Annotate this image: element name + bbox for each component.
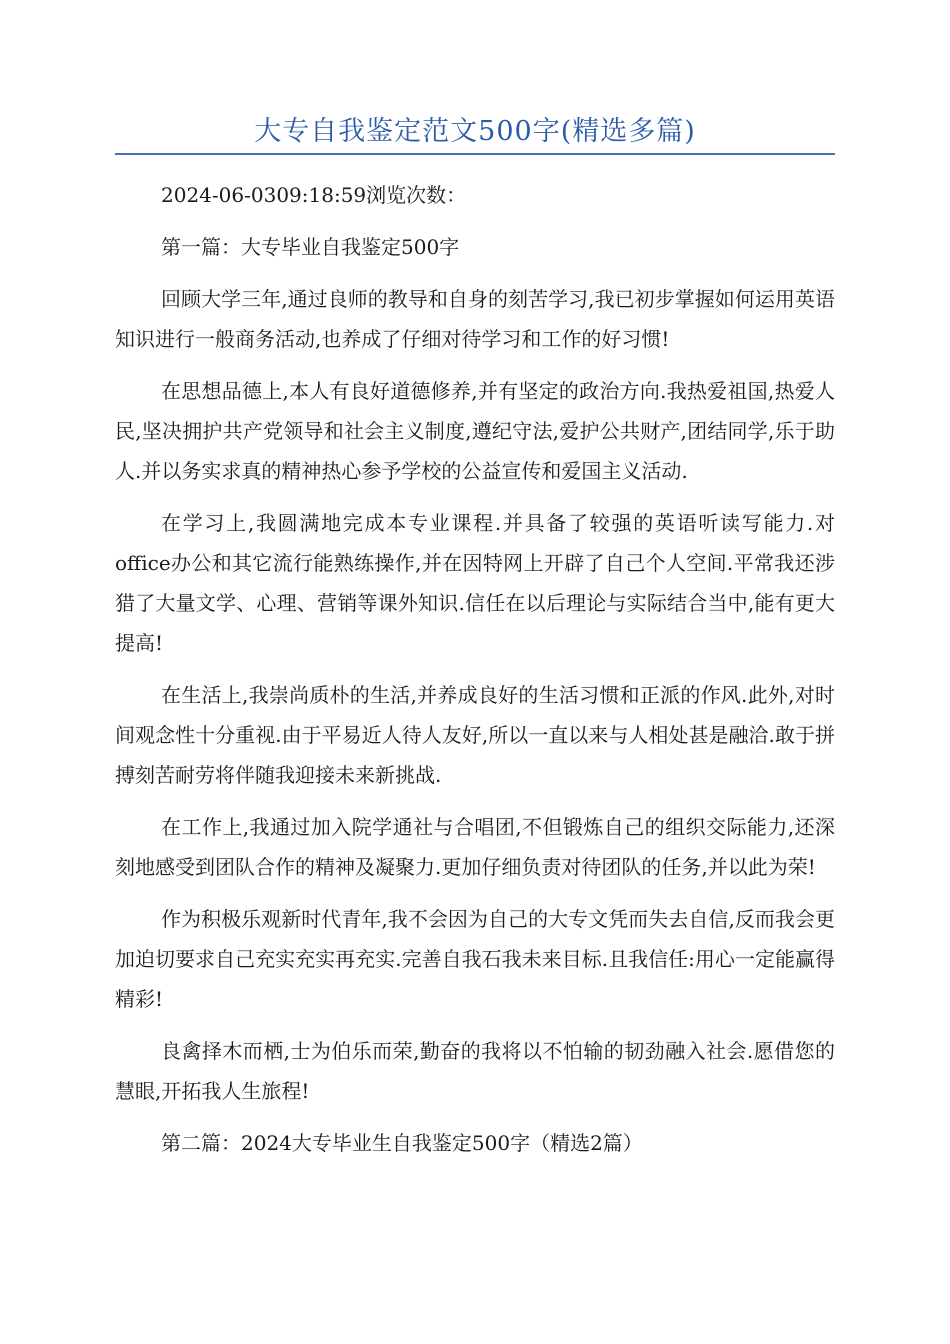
paragraph: 良禽择木而栖,士为伯乐而荣,勤奋的我将以不怕输的韧劲融入社会.愿借您的慧眼,开拓我人生旅程!	[115, 1039, 835, 1103]
document-title: 大专自我鉴定范文500字(精选多篇)	[254, 116, 696, 147]
paragraph: 在生活上,我崇尚质朴的生活,并养成良好的生活习惯和正派的作风.此外,对时间观念性十分重视.由于平易近人待人友好,所以一直以来与人相处甚是融洽.敢于拼搏刻苦耐劳将伴随我迎接未来新挑战.	[115, 683, 835, 787]
section-heading-1: 第一篇：大专毕业自我鉴定500字	[161, 235, 460, 259]
paragraph: 在工作上,我通过加入院学通社与合唱团,不但锻炼自己的组织交际能力,还深刻地感受到团队合作的精神及凝聚力.更加仔细负责对待团队的任务,并以此为荣!	[115, 815, 835, 879]
document-body	[115, 175, 835, 1175]
paragraph: 在学习上,我圆满地完成本专业课程.并具备了较强的英语听读写能力.对office办公和其它流行能熟练操作,并在因特网上开辟了自己个人空间.平常我还涉猎了大量文学、心理、营销等课外知识.信任在以后理论与实际结合当中,能有更大提高!	[115, 511, 835, 655]
publish-meta: 2024-06-0309:18:59浏览次数：	[161, 183, 467, 207]
paragraph: 作为积极乐观新时代青年,我不会因为自己的大专文凭而失去自信,反而我会更加迫切要求自己充实充实再充实.完善自我石我未来目标.且我信任:用心一定能赢得精彩!	[115, 907, 835, 1011]
paragraph: 在思想品德上,本人有良好道德修养,并有坚定的政治方向.我热爱祖国,热爱人民,坚决拥护共产党领导和社会主义制度,遵纪守法,爱护公共财产,团结同学,乐于助人.并以务实求真的精神热心参予学校的公益宣传和爱国主义活动.	[115, 379, 835, 483]
title-underline	[115, 153, 835, 155]
paragraph: 回顾大学三年,通过良师的教导和自身的刻苦学习,我已初步掌握如何运用英语知识进行一般商务活动,也养成了仔细对待学习和工作的好习惯!	[115, 287, 835, 351]
section-heading-2: 第二篇：2024大专毕业生自我鉴定500字（精选2篇）	[161, 1131, 643, 1155]
